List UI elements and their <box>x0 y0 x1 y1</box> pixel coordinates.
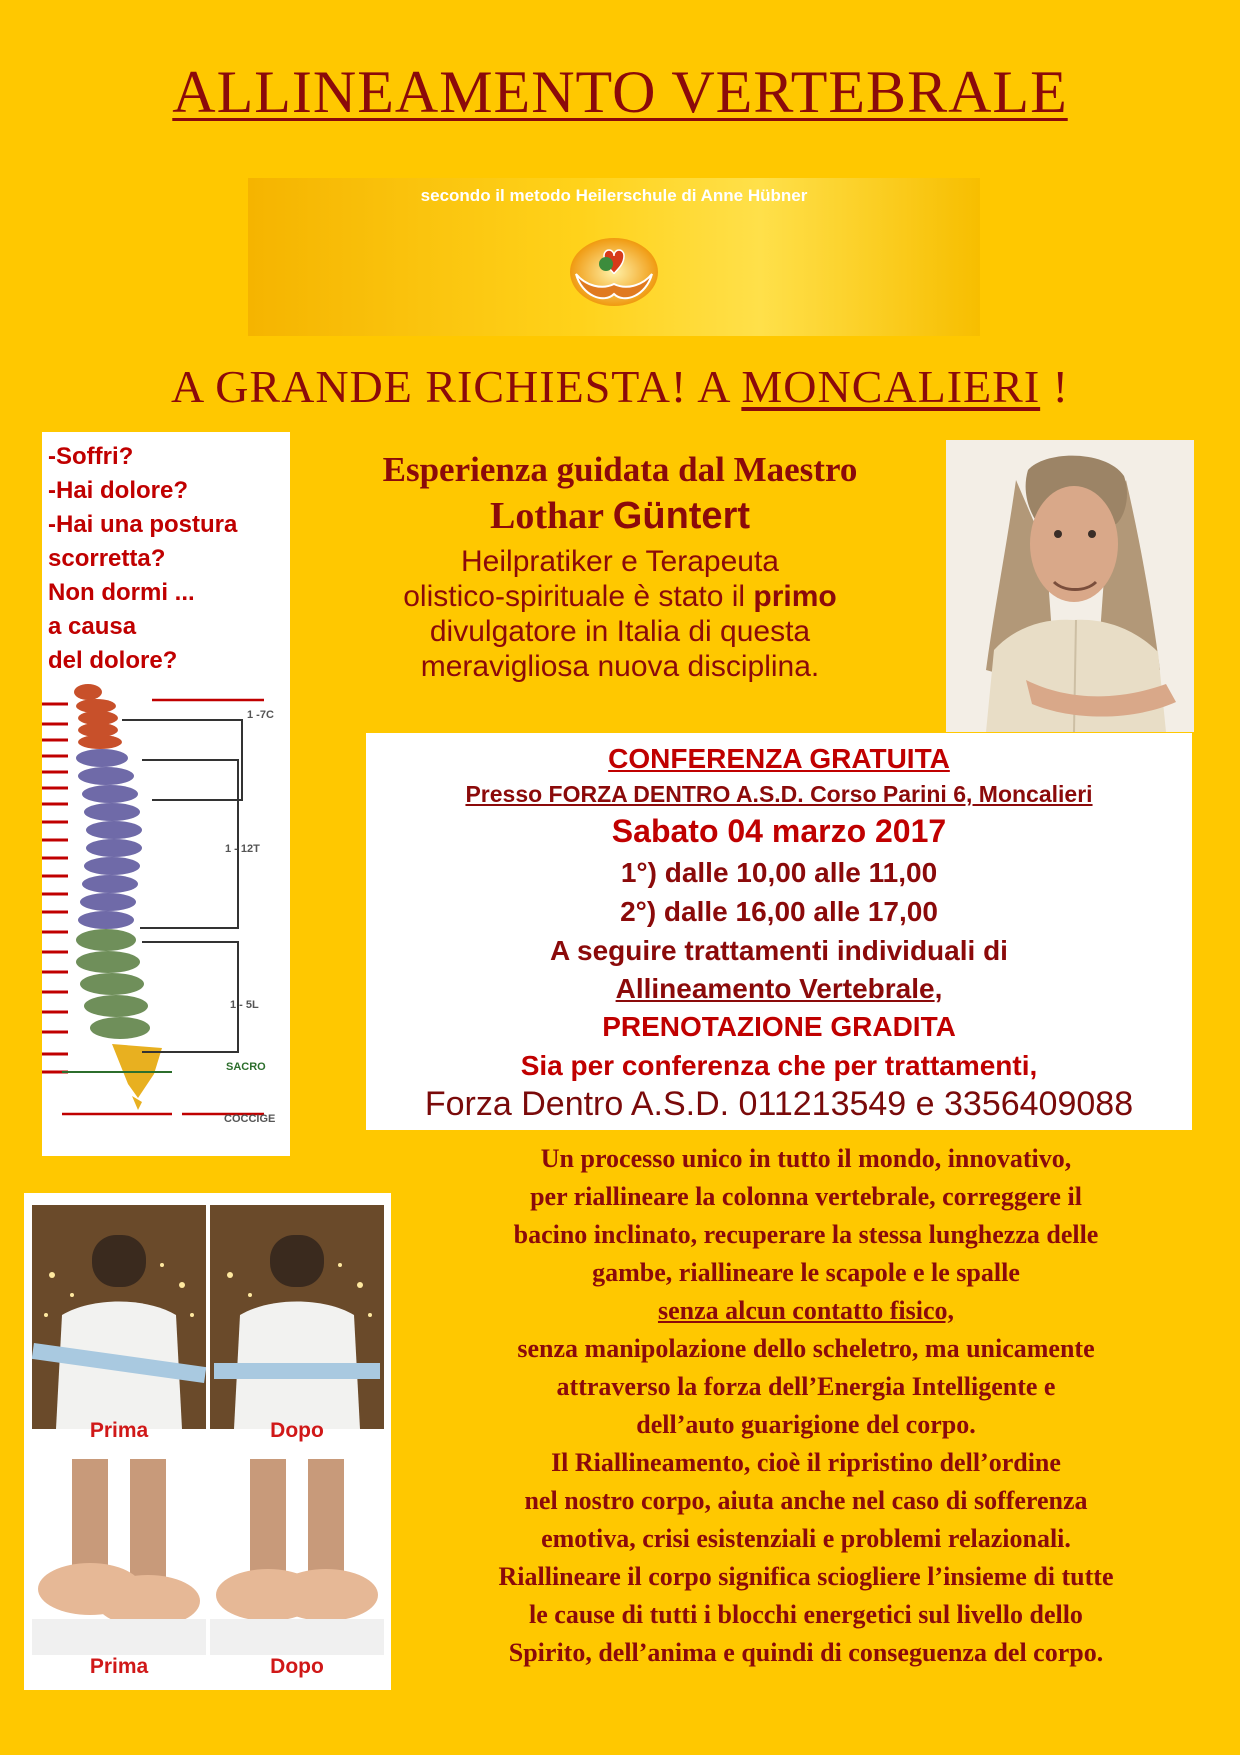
conference-box <box>366 733 1192 1130</box>
description-line: dell’auto guarigione del corpo. <box>636 1410 976 1439</box>
conference-venue: Presso FORZA DENTRO A.S.D. Corso Parini 6, Moncalieri <box>465 781 1093 807</box>
conference-follow-text: A seguire trattamenti individuali di <box>550 935 1008 966</box>
headline-exclamation: ! <box>1040 361 1069 412</box>
spine-label-thoracic: 1 - 12T <box>225 843 260 855</box>
description-line: nel nostro corpo, aiuta anche nel caso di sofferenza <box>524 1486 1088 1515</box>
description-line: senza manipolazione dello scheletro, ma unicamente <box>517 1334 1095 1363</box>
description-line: Il Riallineamento, cioè il ripristino dell’ordine <box>551 1448 1061 1477</box>
description-line: Spirito, dell’anima e quindi di conseguenza del corpo. <box>508 1638 1104 1667</box>
intro-emphasis: primo <box>753 580 837 613</box>
spine-label-sacrum: SACRO <box>226 1061 266 1073</box>
master-portrait <box>946 440 1194 732</box>
spine-label-cervical: 1 -7C <box>247 709 274 721</box>
conference-title: CONFERENZA GRATUITA <box>608 743 950 774</box>
description-line: le cause di tutti i blocchi energetici sul livello dello <box>529 1600 1083 1629</box>
method-banner <box>248 178 980 336</box>
description-line: bacino inclinato, recuperare la stessa lunghezza delle <box>513 1220 1099 1249</box>
question-line: a causa <box>48 613 137 640</box>
description-line: attraverso la forza dell’Energia Intelligente e <box>556 1372 1056 1401</box>
before-after-photos <box>24 1193 391 1690</box>
description-line: gambe, riallineare le scapole e le spalle <box>592 1258 1020 1287</box>
banner-subtitle: secondo il metodo Heilerschule di Anne Hübner <box>420 186 808 205</box>
question-line: -Hai dolore? <box>48 477 189 504</box>
description-line: emotiva, crisi esistenziali e problemi relazionali. <box>541 1524 1071 1553</box>
question-line: scorretta? <box>48 545 166 572</box>
question-line: Non dormi ... <box>48 579 195 606</box>
contact-info: Forza Dentro A.S.D. 011213549 e 3356409088 <box>424 1085 1134 1123</box>
conference-treatment-name <box>366 973 1192 1005</box>
booking-detail: Sia per conferenza che per trattamenti, <box>520 1050 1038 1081</box>
question-line: del dolore? <box>48 647 178 674</box>
headline-city: MONCALIERI <box>741 361 1041 412</box>
photo-feet-before <box>32 1459 206 1655</box>
intro-line: divulgatore in Italia di questa <box>429 615 811 648</box>
booking-note: PRENOTAZIONE GRADITA <box>602 1011 956 1042</box>
caption-after: Dopo <box>270 1655 324 1678</box>
caption-before: Prima <box>89 1419 149 1442</box>
photo-back-before <box>32 1205 206 1429</box>
intro-heading: Esperienza guidata dal Maestro <box>382 450 858 489</box>
spine-label-coccyx: COCCIGE <box>224 1113 276 1125</box>
conference-date: Sabato 04 marzo 2017 <box>611 813 947 849</box>
master-first-name: Lothar <box>489 495 613 537</box>
portrait-image <box>946 440 1194 732</box>
description-line: per riallineare la colonna vertebrale, correggere il <box>530 1182 1082 1211</box>
caption-after: Dopo <box>270 1419 324 1442</box>
question-line: -Hai una postura <box>48 511 238 538</box>
description-line-emphasis: senza alcun contatto fisico, <box>657 1296 955 1325</box>
hands-heart-logo-icon <box>568 234 660 310</box>
spine-diagram <box>42 682 290 1156</box>
description-line: Un processo unico in tutto il mondo, innovativo, <box>540 1144 1072 1173</box>
intro-block <box>300 448 940 684</box>
intro-body <box>300 544 940 684</box>
conference-session-2: 2°) dalle 16,00 alle 17,00 <box>620 896 938 927</box>
intro-line: meravigliosa nuova disciplina. <box>420 650 820 683</box>
headline <box>0 360 1240 413</box>
intro-line <box>300 579 940 614</box>
caption-before: Prima <box>89 1655 149 1678</box>
photo-back-after <box>210 1205 384 1429</box>
description-line: Riallineare il corpo significa sciogliere l’insieme di tutte <box>498 1562 1114 1591</box>
page-title: ALLINEAMENTO VERTEBRALE <box>172 59 1068 125</box>
spine-label-lumbar: 1 - 5L <box>230 999 259 1011</box>
intro-line-text: olistico-spirituale è stato il <box>403 580 754 613</box>
treatment-name-text: Allineamento Vertebrale <box>615 973 935 1004</box>
description-paragraph <box>388 1140 1224 1672</box>
headline-text: A GRANDE RICHIESTA! A <box>171 361 742 412</box>
photo-feet-after <box>210 1459 384 1655</box>
master-last-name: Güntert <box>612 495 751 537</box>
conference-session-1: 1°) dalle 10,00 alle 11,00 <box>620 857 938 888</box>
question-line: -Soffri? <box>48 443 134 470</box>
treatment-name-comma: , <box>934 973 943 1004</box>
intro-line: Heilpratiker e Terapeuta <box>461 545 779 578</box>
master-name <box>300 492 940 540</box>
spine-panel <box>42 432 290 1156</box>
questions-list <box>48 440 288 678</box>
